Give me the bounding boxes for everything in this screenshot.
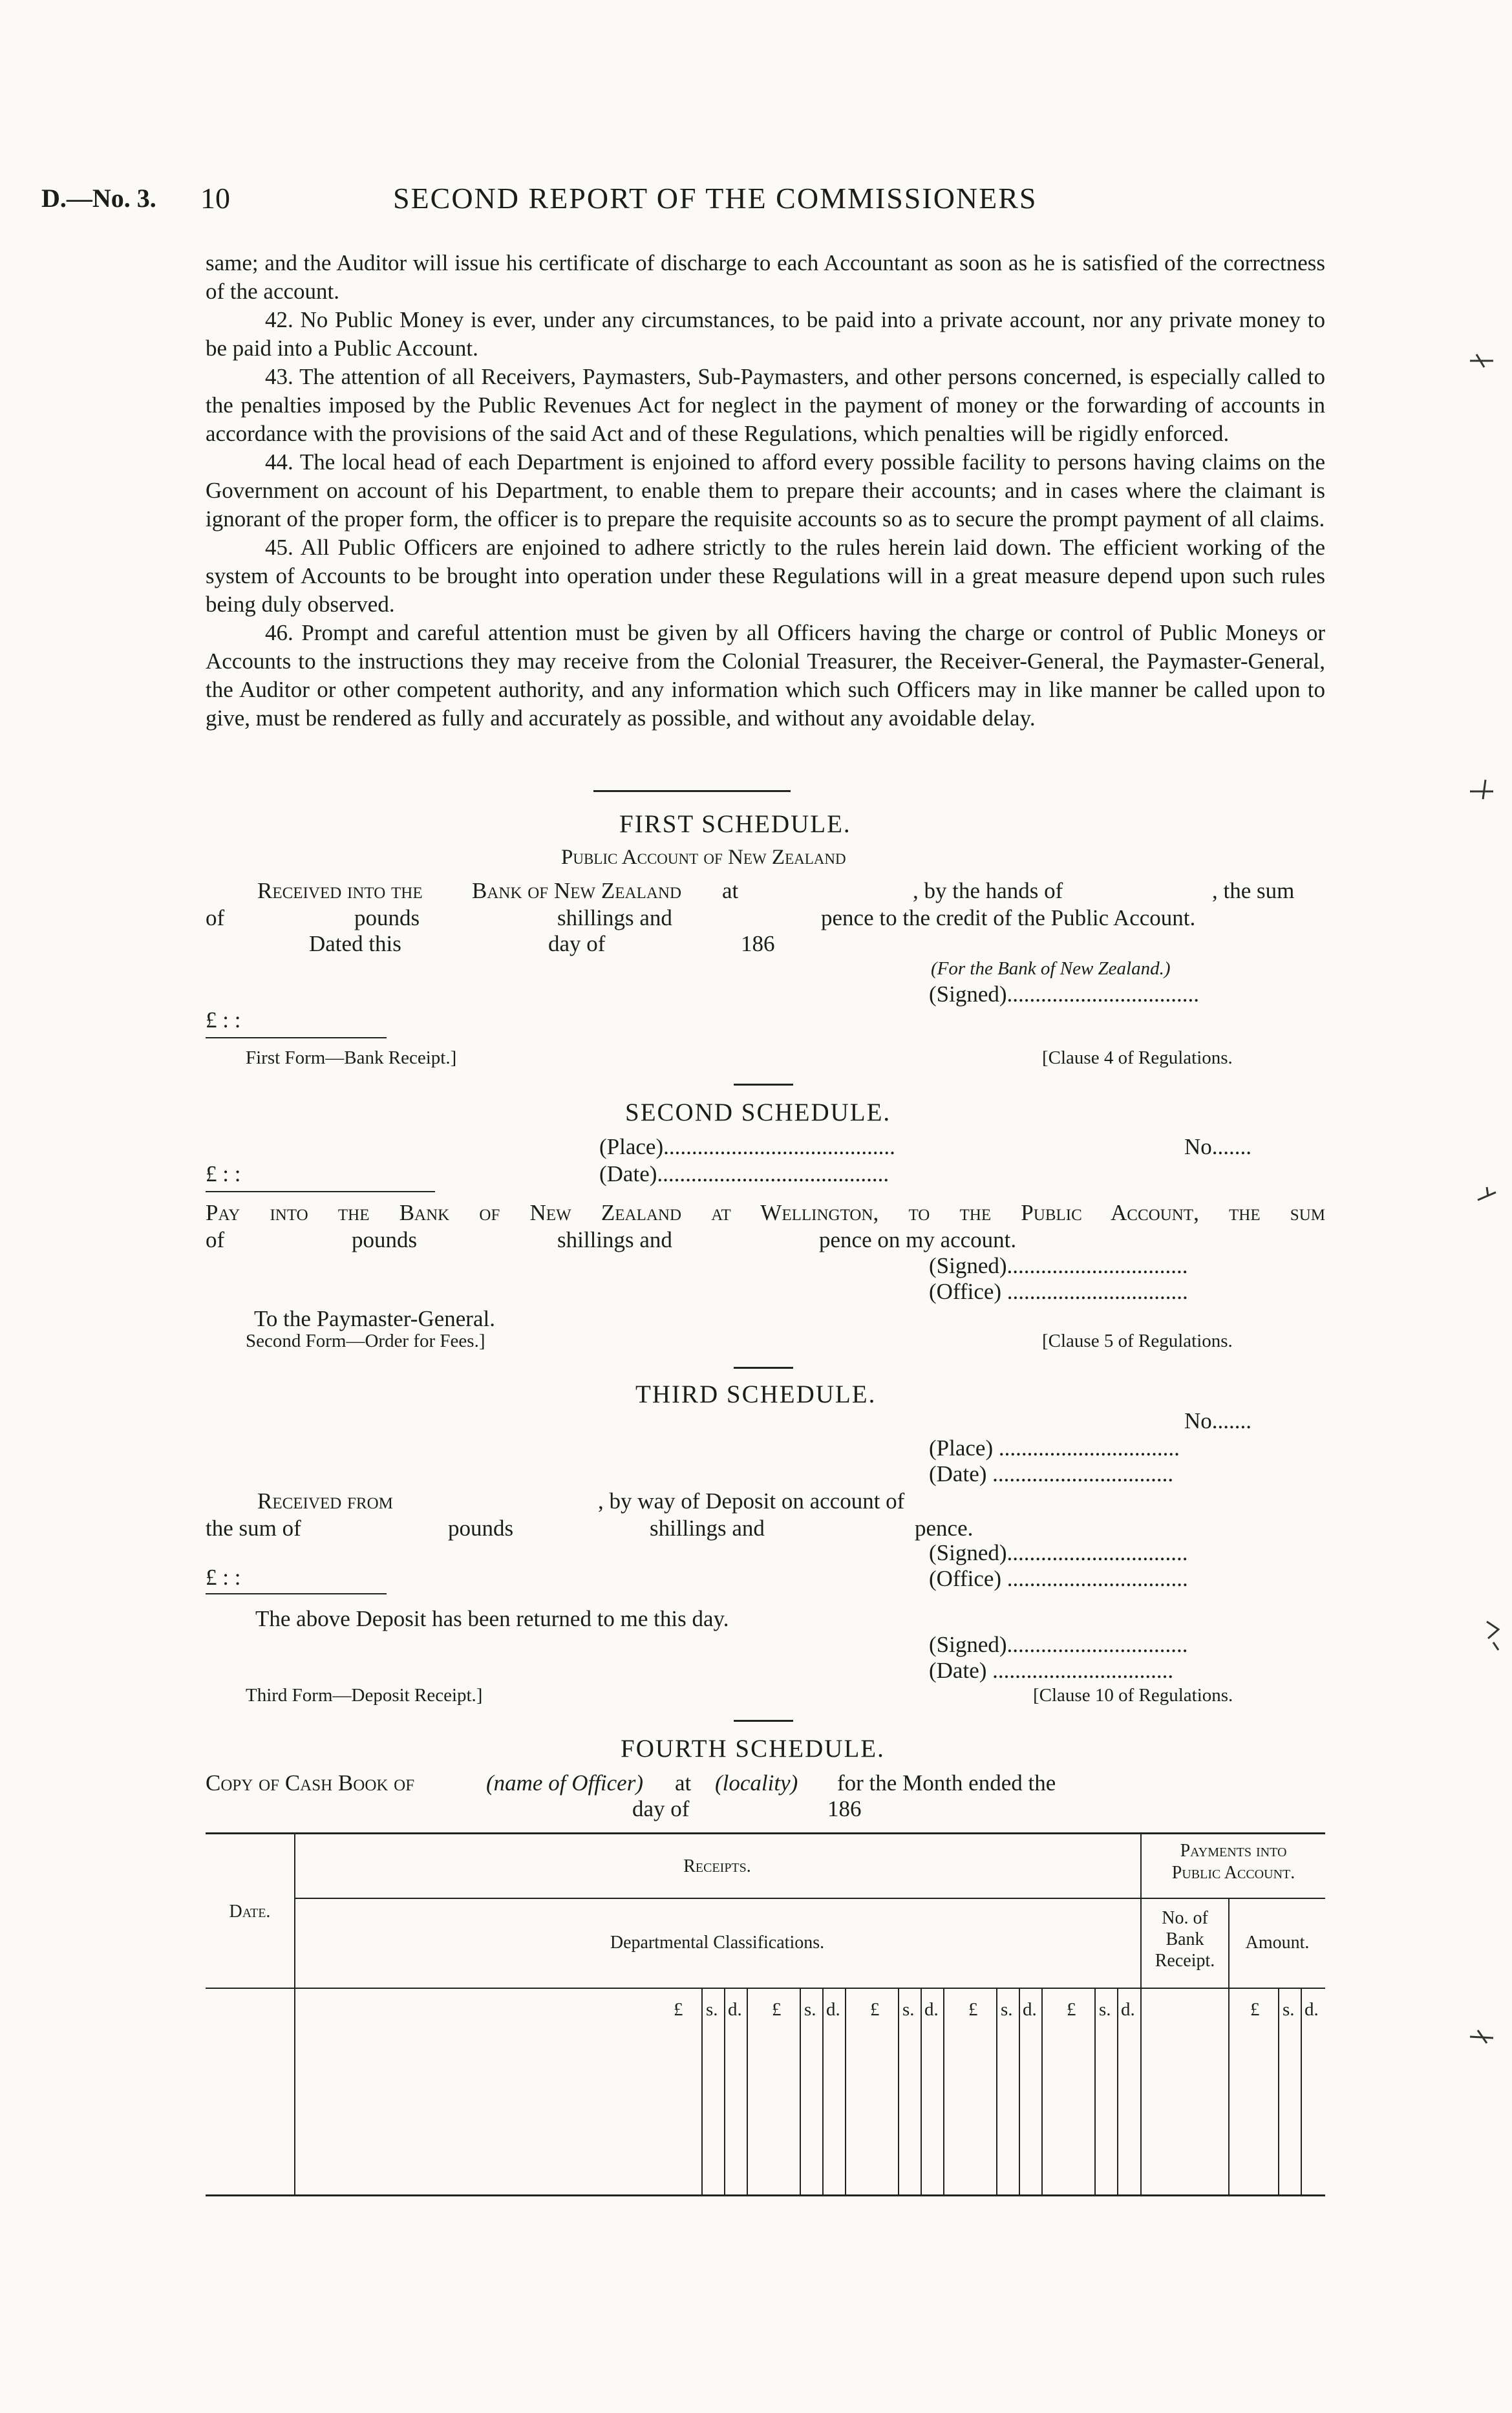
date-line: (Date) ................................ (929, 1658, 1174, 1683)
signed-line: (Signed)................................ (929, 1632, 1188, 1657)
divider-rule (734, 1720, 793, 1722)
pay-into-line: Pay into the Bank of New Zealand at Wellington, to the Public Account, the sum (206, 1200, 1325, 1225)
paragraph-44: 44. The local head of each Department is enjoined to afford every possible facility to persons having claims on the Government on account of his Department, to enable them to prepare their accounts; and in cases where the claimant is ignorant of the proper form, the officer is to prepare the requisite accounts so as to secure the prompt payment of all claims. (206, 449, 1325, 531)
pence-column-label: d. (826, 1999, 840, 2020)
shillings-label: shillings and (650, 1516, 765, 1541)
pence-label: pence. (915, 1516, 974, 1541)
pound-column-label: £ (674, 1999, 683, 2020)
first-schedule-subtitle: Public Account of New Zealand (561, 846, 846, 869)
shilling-column-label: s. (902, 1999, 915, 2020)
clause-reference: [Clause 10 of Regulations. (1033, 1685, 1233, 1706)
by-hands-label: , by the hands of (913, 878, 1063, 903)
clause-reference: [Clause 4 of Regulations. (1042, 1047, 1233, 1068)
receipts-column-header: Receipts. (683, 1856, 751, 1876)
pound-column-label: £ (968, 1999, 978, 2020)
paragraph-continued: same; and the Auditor will issue his certificate of discharge to each Accountant as soon as he is satisfied of the correctness of the account. (206, 250, 1325, 304)
amount-line: £ : : (206, 1161, 241, 1186)
form-label: Third Form—Deposit Receipt.] (246, 1685, 483, 1706)
year-label: 186 (741, 931, 775, 956)
pound-column-label: £ (870, 1999, 880, 2020)
cash-book-label: Copy of Cash Book of (206, 1770, 415, 1796)
the-sum-label: the sum of (206, 1516, 301, 1541)
received-into-label: Received into the (257, 878, 423, 903)
to-paymaster-label: To the Paymaster-General. (254, 1306, 495, 1331)
paragraph-42: 42. No Public Money is ever, under any circumstances, to be paid into a private account, nor any private money to be paid into a Public Account. (206, 307, 1325, 361)
divider-rule (734, 1084, 793, 1086)
paragraph-45: 45. All Public Officers are enjoined to adhere strictly to the rules herein laid down. The efficient working of the system of Accounts to be brought into operation under these Regulations will in a great measure depend upon such rules being duly observed. (206, 535, 1325, 617)
amount-header: Amount. (1245, 1933, 1310, 1953)
margin-mark-icon (1467, 349, 1500, 375)
shilling-column-label: s. (1001, 1999, 1013, 2020)
received-from-label: Received from (257, 1488, 393, 1514)
margin-mark-icon (1474, 1183, 1500, 1209)
office-line: (Office) ................................ (929, 1566, 1188, 1591)
pence-column-label: d. (1304, 1999, 1319, 2020)
amount-line: £ : : (206, 1007, 241, 1033)
the-sum-label: , the sum (1212, 878, 1295, 903)
signed-line: (Signed)................................ (929, 1253, 1188, 1278)
form-label: Second Form—Order for Fees.] (246, 1331, 485, 1351)
pound-column-label: £ (772, 1999, 782, 2020)
margin-mark-icon (1467, 2024, 1500, 2050)
shillings-label: shillings and (557, 1227, 672, 1252)
pounds-label: pounds (354, 905, 420, 930)
pence-column-label: d. (924, 1999, 939, 2020)
fourth-schedule-title: FOURTH SCHEDULE. (621, 1735, 885, 1763)
signed-line: (Signed).................................. (929, 981, 1200, 1007)
officer-name-placeholder: (name of Officer) (486, 1770, 643, 1796)
divider-rule (734, 1367, 793, 1369)
shilling-column-label: s. (706, 1999, 718, 2020)
for-bank-note: (For the Bank of New Zealand.) (931, 958, 1171, 979)
bank-receipt-header-line3: Receipt. (1155, 1951, 1215, 1971)
pence-credit-label: pence to the credit of the Public Account. (821, 905, 1196, 930)
third-schedule-title: THIRD SCHEDULE. (635, 1380, 877, 1408)
pound-column-label: £ (1250, 1999, 1260, 2020)
at-label: at (722, 878, 739, 903)
shilling-column-label: s. (804, 1999, 816, 2020)
date-line: (Date)......................................... (599, 1161, 889, 1186)
departmental-classifications-header: Departmental Classifications. (610, 1933, 825, 1953)
shilling-column-label: s. (1099, 1999, 1111, 2020)
office-line: (Office) ................................ (929, 1279, 1188, 1304)
margin-mark-icon (1480, 1616, 1506, 1655)
day-of-label: day of (632, 1796, 690, 1821)
number-line: No....... (1184, 1408, 1252, 1433)
payments-header-line2: Public Account. (1171, 1863, 1295, 1883)
first-schedule-title: FIRST SCHEDULE. (619, 810, 851, 838)
date-line: (Date) ................................ (929, 1461, 1174, 1486)
shilling-column-label: s. (1283, 1999, 1295, 2020)
pounds-label: pounds (352, 1227, 418, 1252)
number-line: No....... (1184, 1134, 1252, 1159)
clause-reference: [Clause 5 of Regulations. (1042, 1331, 1233, 1351)
of-label: of (206, 905, 225, 930)
amount-underline (206, 1593, 387, 1594)
bank-name: Bank of New Zealand (472, 878, 681, 903)
month-ended-label: for the Month ended the (837, 1770, 1056, 1796)
shillings-label: shillings and (557, 905, 672, 930)
pound-column-label: £ (1067, 1999, 1076, 2020)
pence-column-label: d. (1023, 1999, 1037, 2020)
pence-column-label: d. (728, 1999, 742, 2020)
paragraph-43: 43. The attention of all Receivers, Paymasters, Sub-Paymasters, and other persons concerned, is especially called to the penalties imposed by the Public Revenues Act for neglect in the payment of money or the forwarding of accounts in accordance with the provisions of the said Act and of these Regulations, which penalties will be rigidly enforced. (206, 364, 1325, 446)
second-schedule-title: SECOND SCHEDULE. (625, 1099, 891, 1126)
at-label: at (675, 1770, 692, 1796)
place-line: (Place) ................................ (929, 1435, 1180, 1461)
amount-underline (206, 1037, 387, 1038)
page-title: SECOND REPORT OF THE COMMISSIONERS (393, 182, 1038, 215)
page-number: 10 (200, 182, 230, 215)
dated-this-label: Dated this (309, 931, 401, 956)
date-column-header: Date. (229, 1902, 271, 1922)
amount-underline (206, 1191, 435, 1192)
margin-mark-icon (1467, 776, 1500, 802)
bank-receipt-header-line2: Bank (1166, 1929, 1204, 1949)
amount-line: £ : : (206, 1565, 241, 1590)
pence-account-label: pence on my account. (819, 1227, 1017, 1252)
locality-placeholder: (locality) (715, 1770, 798, 1796)
day-of-label: day of (548, 931, 606, 956)
pence-column-label: d. (1121, 1999, 1135, 2020)
deposit-returned-text: The above Deposit has been returned to me this day. (255, 1606, 729, 1631)
bank-receipt-header-line1: No. of (1162, 1908, 1208, 1928)
body-text (206, 249, 1325, 733)
of-label: of (206, 1227, 225, 1252)
document-reference: D.—No. 3. (41, 184, 156, 213)
divider-rule (593, 790, 791, 792)
paragraph-46: 46. Prompt and careful attention must be given by all Officers having the charge or control of Public Moneys or Accounts to the instructions they may receive from the Colonial Treasurer, the Receiver-General, the Paymaster-General, the Auditor or other competent authority, and any information which such Officers may in like manner be called upon to give, must be rendered as fully and accurately as possible, and without any avoidable delay. (206, 620, 1325, 731)
signed-line: (Signed)................................ (929, 1540, 1188, 1565)
deposit-label: , by way of Deposit on account of (598, 1488, 905, 1514)
place-line: (Place)......................................... (599, 1134, 895, 1159)
form-label: First Form—Bank Receipt.] (246, 1047, 457, 1068)
payments-header-line1: Payments into (1180, 1841, 1287, 1861)
pounds-label: pounds (448, 1516, 514, 1541)
year-label: 186 (827, 1796, 862, 1821)
